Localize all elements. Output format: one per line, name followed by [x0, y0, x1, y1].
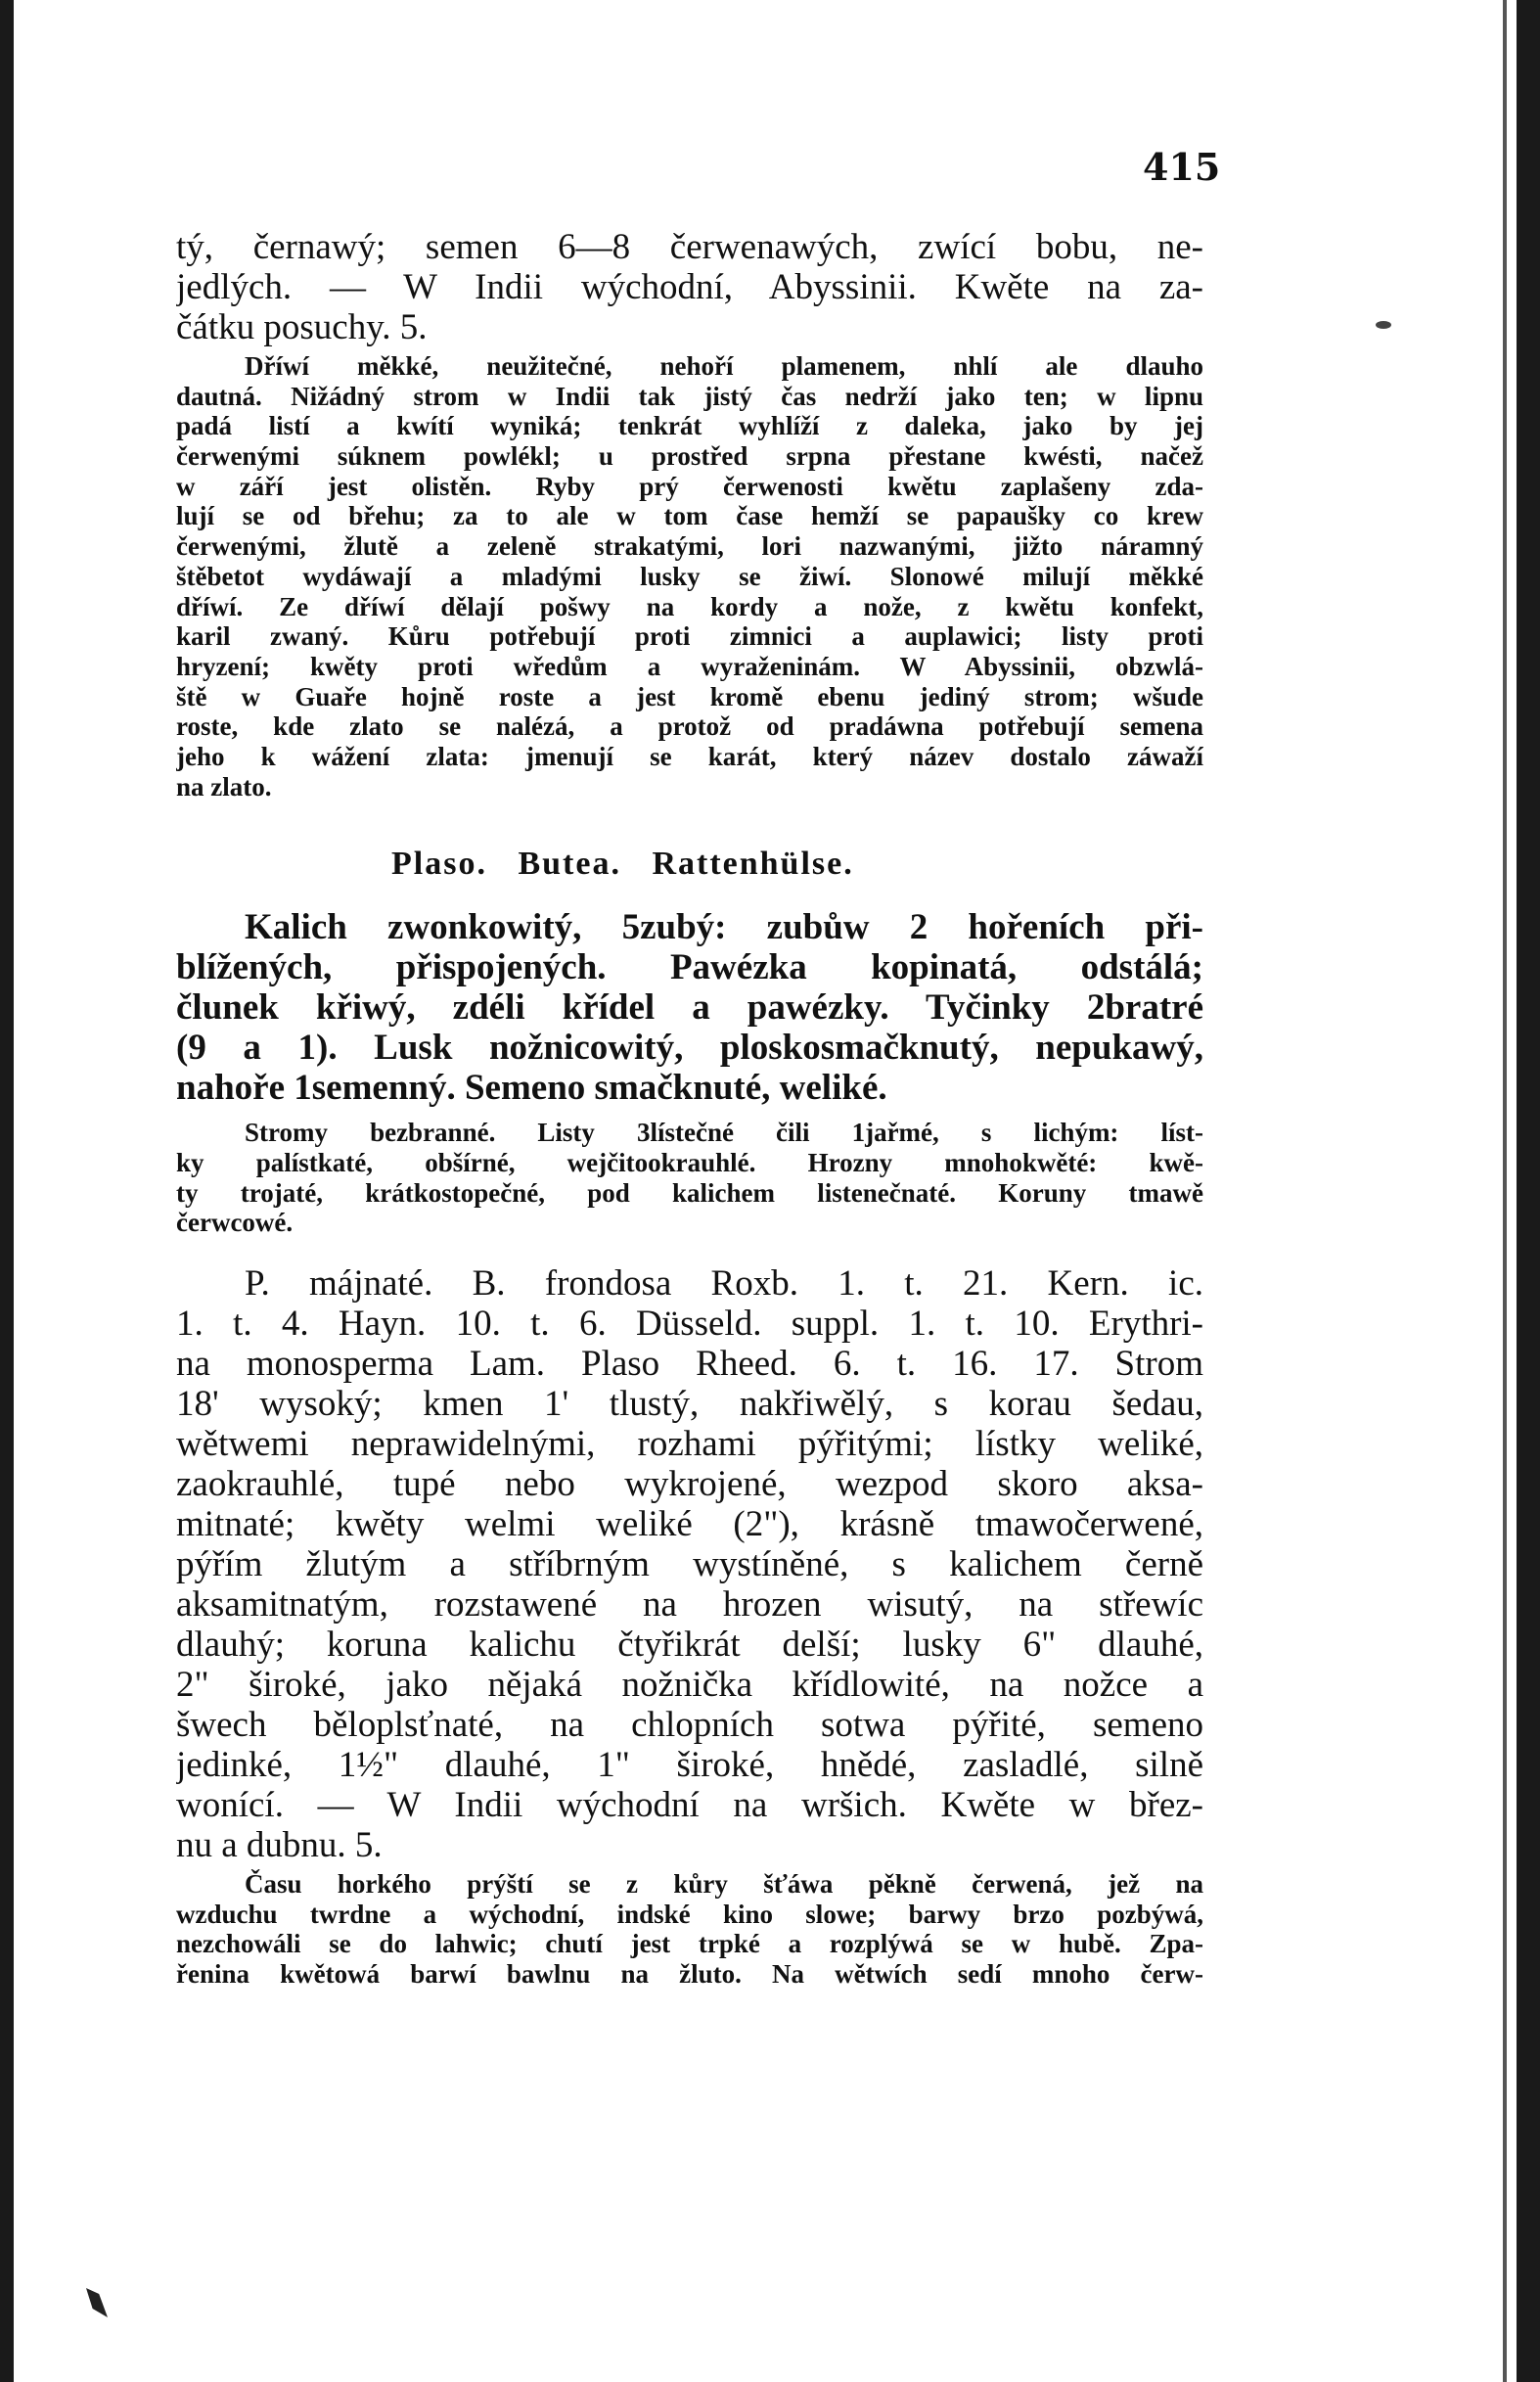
note-line: roste, kde zlato se nalézá, a protož od pradáwna potřebují semena: [176, 711, 1203, 742]
genus-diagnosis: [176, 907, 1203, 1108]
continued-description: [176, 227, 1203, 347]
note-line: řenina kwětowá barwí bawlnu na žluto. Na wětwích sedí mnoho čerw-: [176, 1959, 1203, 1990]
note-line: wzduchu twrdne a wýchodní, indské kino slowe; barwy brzo pozbýwá,: [176, 1899, 1203, 1929]
scan-edge-right-line: [1503, 0, 1507, 2382]
species-line: nu a dubnu. 5.: [176, 1825, 383, 1866]
note-line: čerwenými súknem powlékl; u prostřed srpna přestane kwésti, načež: [176, 441, 1203, 472]
note-line: jeho k wážení zlata: jmenují se karát, který název dostalo záwaží: [176, 741, 1203, 771]
species-line: aksamitnatým, rozstawené na hrozen wisutý, na střewíc: [176, 1584, 1203, 1626]
note-line: w září jest olistěn. Ryby prý čerwenosti kwětu zaplašeny zda-: [176, 471, 1203, 501]
note-line: ty trojaté, krátkostopečné, pod kalichem listenečnaté. Koruny tmawě: [176, 1177, 1203, 1208]
species-line: dlauhý; koruna kalichu čtyřikrát delší; lusky 6" dlauhé,: [176, 1625, 1203, 1666]
note-line: padá listí a kwítí wyniká; tenkrát wyhlíží z daleka, jako by jej: [176, 411, 1203, 441]
species-line: zaokrauhlé, tupé nebo wykrojené, wezpod skoro aksa-: [176, 1464, 1203, 1505]
note-line: čerwenými, žlutě a zeleně strakatými, lori nazwanými, jižto náramný: [176, 531, 1203, 562]
note-line: čerwcowé.: [176, 1208, 294, 1238]
scan-edge-right: [1517, 0, 1540, 2382]
usage-notes: [176, 351, 1203, 802]
note-line: Dříwí měkké, neužitečné, nehoří plamenem, nhlí ale dlauho: [245, 351, 1203, 381]
page-number: 415: [1143, 145, 1221, 189]
corner-ink-mark: [86, 2288, 108, 2317]
diagnosis-line: Kalich zwonkowitý, 5zubý: zubůw 2 hořeních při-: [245, 907, 1203, 948]
species-line: mitnaté; kwěty welmi weliké (2"), krásně tmawočerwené,: [176, 1504, 1203, 1545]
note-line: lují se od břehu; za to ale w tom čase hemží se papaušky co krew: [176, 501, 1203, 531]
genus-name-czech: Plaso.: [391, 846, 487, 883]
species-line: 18' wysoký; kmen 1' tlustý, nakřiwělý, s korau šedau,: [176, 1384, 1203, 1425]
scan-edge-left: [0, 0, 14, 2382]
note-line: Času horkého prýští se z kůry šťáwa pěkně čerwená, jež na: [245, 1869, 1203, 1900]
text-line: čátku posuchy. 5.: [176, 307, 428, 347]
species-notes: [176, 1869, 1203, 1990]
margin-ink-mark: [1376, 321, 1391, 329]
note-line: karil zwaný. Kůru potřebují proti zimnici a auplawici; listy proti: [176, 621, 1203, 652]
genus-name-latin: Butea.: [518, 846, 621, 883]
note-line: Stromy bezbranné. Listy 3lístečné čili 1jařmé, s lichým: líst-: [245, 1118, 1203, 1148]
genus-heading: [176, 843, 1203, 886]
diagnosis-line: nahoře 1semenný. Semeno smačknuté, weliké.: [176, 1068, 887, 1109]
note-line: na zlato.: [176, 771, 272, 802]
species-line: P. májnaté. B. frondosa Roxb. 1. t. 21. Kern. ic.: [245, 1263, 1203, 1305]
species-line: wětwemi neprawidelnými, rozhami pýřitými; lístky weliké,: [176, 1424, 1203, 1465]
diagnosis-line: (9 a 1). Lusk nožnicowitý, ploskosmačknutý, nepukawý,: [176, 1028, 1203, 1069]
note-line: dautná. Nižádný strom w Indii tak jistý čas nedrží jako ten; w lipnu: [176, 381, 1203, 411]
diagnosis-line: člunek křiwý, zdéli křídel a pawézky. Tyčinky 2bratré: [176, 987, 1203, 1029]
page-content: [176, 227, 1203, 1990]
species-line: šwech běloplsťnaté, na chlopních sotwa pýřité, semeno: [176, 1705, 1203, 1746]
note-line: ky palístkaté, obšírné, wejčitookrauhlé. Hrozny mnohokwěté: kwě-: [176, 1148, 1203, 1177]
note-line: štěbetot wydáwají a mladými lusky se žiwí. Slonowé milují měkké: [176, 561, 1203, 591]
text-line: tý, černawý; semen 6—8 čerwenawých, zwící bobu, ne-: [176, 227, 1203, 267]
species-description: [176, 1263, 1203, 1865]
diagnosis-line: blížených, přispojených. Pawézka kopinatá, odstálá;: [176, 947, 1203, 988]
note-line: dříwí. Ze dříwí dělají pošwy na kordy a nože, z kwětu konfekt,: [176, 591, 1203, 621]
genus-notes: [176, 1118, 1203, 1238]
species-line: jedinké, 1½" dlauhé, 1" široké, hnědé, zasladlé, silně: [176, 1745, 1203, 1786]
species-line: wonící. — W Indii wýchodní na wršich. Kwěte w břez-: [176, 1785, 1203, 1826]
note-line: hryzení; kwěty proti wředům a wyraženinám. W Abyssinii, obzwlá-: [176, 651, 1203, 681]
note-line: ště w Guaře hojně roste a jest kromě ebenu jediný strom; wšude: [176, 681, 1203, 711]
species-line: 2" široké, jako nějaká nožnička křídlowité, na nožce a: [176, 1665, 1203, 1706]
species-line: na monosperma Lam. Plaso Rheed. 6. t. 16. 17. Strom: [176, 1344, 1203, 1385]
text-line: jedlých. — W Indii wýchodní, Abyssinii. Kwěte na za-: [176, 267, 1203, 307]
note-line: nezchowáli se do lahwic; chutí jest trpké a rozplýwá se w hubě. Zpa-: [176, 1929, 1203, 1959]
species-line: 1. t. 4. Hayn. 10. t. 6. Düsseld. suppl. 1. t. 10. Erythri-: [176, 1304, 1203, 1345]
species-line: pýřím žlutým a stříbrným wystíněné, s kalichem černě: [176, 1544, 1203, 1585]
genus-name-german: Rattenhülse.: [652, 846, 854, 883]
